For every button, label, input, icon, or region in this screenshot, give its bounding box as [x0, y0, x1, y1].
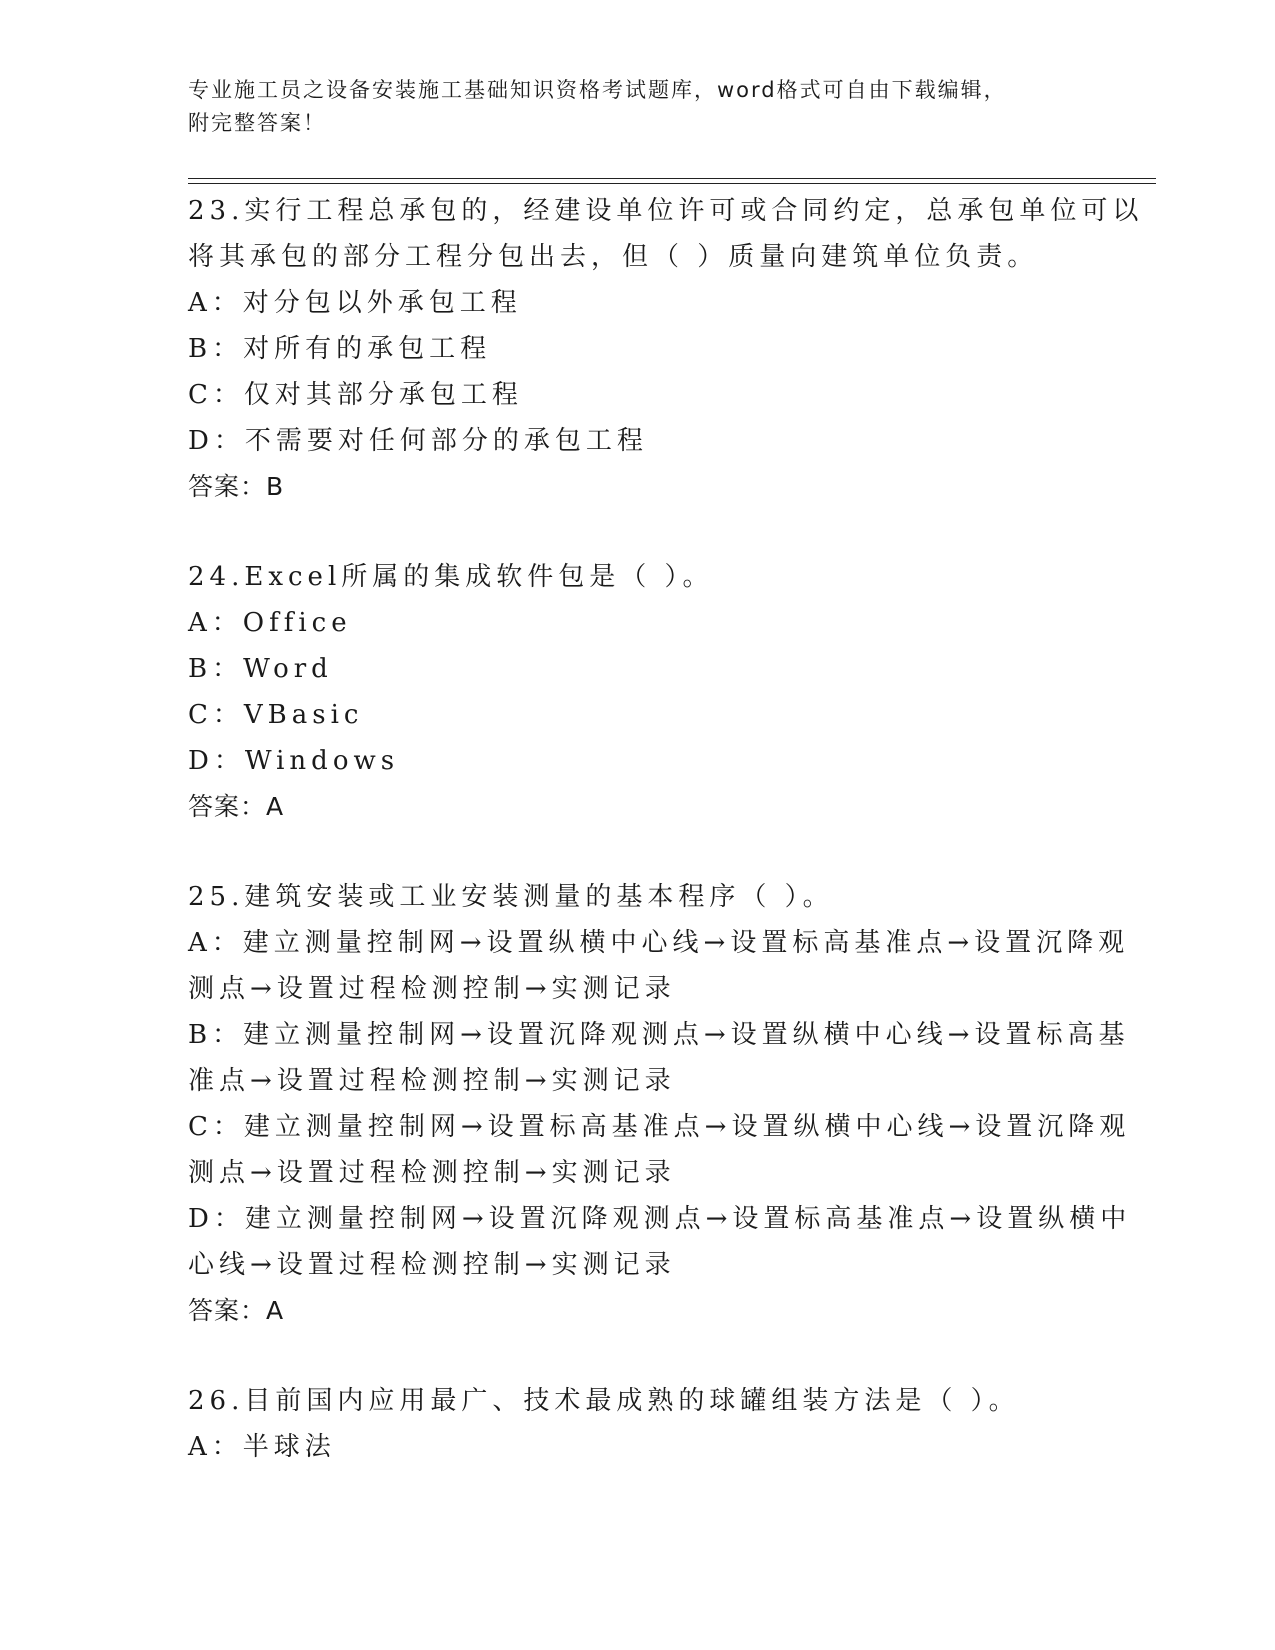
answer: 答案：B: [188, 472, 285, 501]
option-a: A：Office: [188, 608, 352, 638]
option-d: D：建立测量控制网→设置沉降观测点→设置标高基准点→设置纵横中: [188, 1204, 1132, 1234]
option-a: A：半球法: [188, 1432, 336, 1462]
header-title-line1: 专业施工员之设备安装施工基础知识资格考试题库，word格式可自由下载编辑，: [188, 78, 1007, 102]
option-a-continued: 测点→设置过程检测控制→实测记录: [188, 974, 676, 1004]
question-stem: 25.建筑安装或工业安装测量的基本程序（ ）。: [188, 882, 834, 912]
header-title-line2: 附完整答案！: [188, 111, 326, 135]
option-b: B：Word: [188, 654, 333, 684]
question-stem: 24.Excel所属的集成软件包是（ ）。: [188, 562, 714, 592]
question-23: [188, 188, 1144, 510]
option-d: D：Windows: [188, 746, 400, 776]
option-a: A：建立测量控制网→设置纵横中心线→设置标高基准点→设置沉降观: [188, 928, 1130, 958]
question-stem: 23.实行工程总承包的，经建设单位许可或合同约定，总承包单位可以: [188, 196, 1144, 226]
document-header: [188, 74, 1068, 140]
question-25: [188, 874, 1132, 1334]
option-c-continued: 测点→设置过程检测控制→实测记录: [188, 1158, 676, 1188]
question-stem: 26.目前国内应用最广、技术最成熟的球罐组装方法是（ ）。: [188, 1386, 1020, 1416]
option-c: C：VBasic: [188, 700, 364, 730]
question-stem-continued: 将其承包的部分工程分包出去，但（ ）质量向建筑单位负责。: [188, 242, 1039, 272]
header-divider-bottom: [188, 183, 1156, 184]
option-d: D：不需要对任何部分的承包工程: [188, 426, 648, 456]
option-b: B：对所有的承包工程: [188, 334, 492, 364]
question-24: [188, 554, 1088, 830]
answer: 答案：A: [188, 1296, 285, 1325]
question-26: [188, 1378, 1088, 1470]
option-d-continued: 心线→设置过程检测控制→实测记录: [188, 1250, 676, 1280]
header-divider-top: [188, 178, 1156, 179]
option-b-continued: 准点→设置过程检测控制→实测记录: [188, 1066, 676, 1096]
answer: 答案：A: [188, 792, 285, 821]
option-c: C：仅对其部分承包工程: [188, 380, 523, 410]
option-a: A：对分包以外承包工程: [188, 288, 522, 318]
option-c: C：建立测量控制网→设置标高基准点→设置纵横中心线→设置沉降观: [188, 1112, 1131, 1142]
option-b: B：建立测量控制网→设置沉降观测点→设置纵横中心线→设置标高基: [188, 1020, 1130, 1050]
